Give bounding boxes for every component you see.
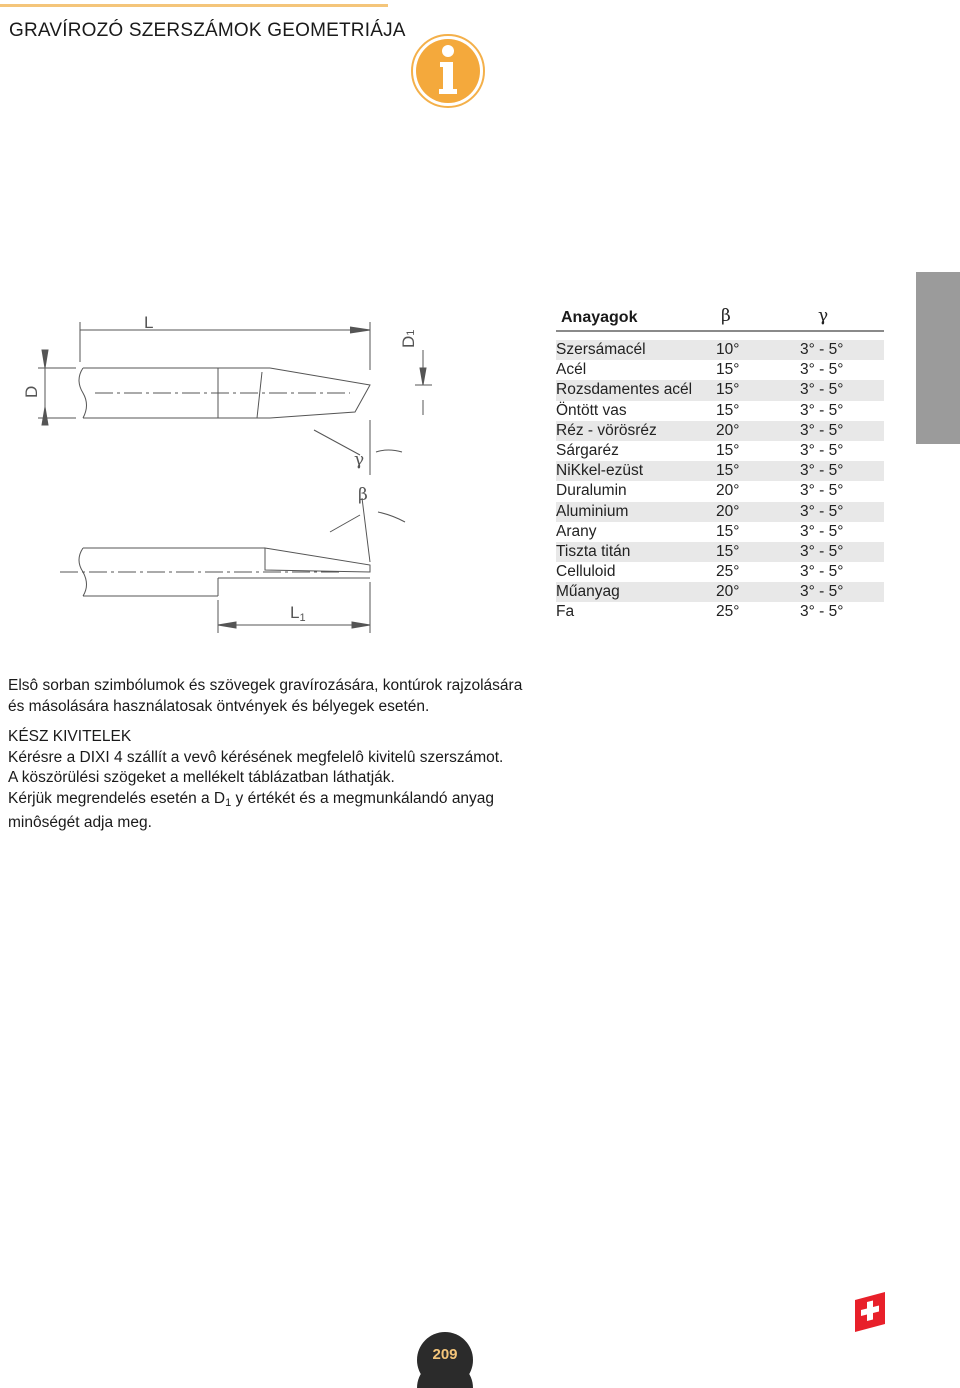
label-D1: D1 (399, 329, 418, 348)
gamma-cell: 3° - 5° (800, 361, 844, 379)
table-row (556, 401, 884, 421)
gamma-cell: 3° - 5° (800, 441, 844, 459)
table-row (556, 340, 884, 360)
table-row (556, 441, 884, 461)
material-cell: Rozsdamentes acél (556, 381, 693, 399)
gamma-cell: 3° - 5° (800, 421, 844, 439)
gamma-cell: 3° - 5° (800, 401, 844, 419)
page-number: 209 (432, 1346, 458, 1363)
beta-cell: 10° (716, 341, 740, 358)
table-row (556, 582, 884, 602)
gamma-cell: 3° - 5° (800, 462, 844, 480)
header-gamma: γ (818, 306, 829, 326)
body-line-2: A köszörülési szögeket a mellékelt táblázatban láthatják. (8, 769, 395, 786)
beta-cell: 20° (716, 421, 740, 439)
table-row (556, 360, 884, 380)
table-row (556, 421, 884, 441)
header-beta: β (721, 306, 731, 326)
gamma-cell: 3° - 5° (800, 341, 844, 358)
table-row (556, 602, 884, 622)
table-row (556, 502, 884, 522)
beta-cell: 15° (716, 381, 740, 399)
table-row (556, 542, 884, 562)
beta-cell: 20° (716, 482, 740, 500)
body-line-4: minôségét adja meg. (8, 814, 152, 831)
beta-cell: 15° (716, 361, 740, 379)
beta-cell: 25° (716, 563, 740, 581)
beta-cell: 20° (716, 583, 740, 601)
beta-cell: 15° (716, 441, 740, 459)
header-material: Anayagok (561, 309, 638, 326)
table-row (556, 481, 884, 501)
page-title: GRAVÍROZÓ SZERSZÁMOK GEOMETRIÁJA (9, 20, 406, 41)
material-cell: Duralumin (556, 482, 627, 500)
gamma-cell: 3° - 5° (800, 583, 844, 601)
tool-geometry-drawing (20, 300, 440, 640)
label-L1: L1 (290, 603, 306, 624)
table-row (556, 562, 884, 582)
material-cell: Acél (556, 361, 587, 379)
swiss-flag-icon (853, 1290, 887, 1334)
materials-angle-table (556, 306, 884, 623)
material-cell: Fa (556, 603, 575, 621)
table-body (556, 340, 884, 623)
material-cell: Öntött vas (556, 401, 627, 419)
label-D: D (22, 385, 41, 398)
top-accent-rule (0, 4, 388, 7)
description-text (8, 676, 568, 834)
material-cell: Arany (556, 522, 597, 540)
gamma-cell: 3° - 5° (800, 563, 844, 581)
beta-cell: 15° (716, 542, 740, 560)
material-cell: Szersámacél (556, 341, 646, 358)
intro-line-1: Elsô sorban szimbólumok és szövegek gravírozására, kontúrok rajzolására (8, 677, 523, 694)
gamma-cell: 3° - 5° (800, 381, 844, 399)
material-cell: NiKkel-ezüst (556, 462, 643, 480)
beta-cell: 15° (716, 462, 740, 480)
gamma-cell: 3° - 5° (800, 482, 844, 500)
table-row (556, 461, 884, 481)
material-cell: Tiszta titán (556, 542, 631, 560)
table-header (556, 306, 884, 332)
info-icon (411, 34, 485, 108)
gamma-cell: 3° - 5° (800, 603, 844, 621)
body-line-3: Kérjük megrendelés esetén a $D_1$ y értékét és a megmunkálandó anyag (8, 789, 495, 809)
table-row (556, 380, 884, 400)
beta-cell: 15° (716, 522, 740, 540)
beta-cell: 15° (716, 401, 740, 419)
side-tab (916, 272, 960, 444)
label-beta: β (358, 485, 368, 505)
gamma-cell: 3° - 5° (800, 502, 844, 520)
material-cell: Sárgaréz (556, 441, 619, 459)
label-L: L (144, 313, 154, 332)
body-line-1: Kérésre a DIXI 4 szállít a vevô kérésének megfelelô kivitelû szerszámot. (8, 748, 504, 766)
table-row (556, 522, 884, 542)
material-cell: Celluloid (556, 563, 616, 581)
intro-line-2: és másolására használatosak öntvények és bélyegek esetén. (8, 697, 430, 715)
beta-cell: 25° (716, 603, 740, 621)
material-cell: Műanyag (556, 583, 620, 601)
gamma-cell: 3° - 5° (800, 522, 844, 540)
beta-cell: 20° (716, 502, 740, 520)
material-cell: Réz - vörösréz (556, 421, 657, 439)
material-cell: Aluminium (556, 502, 629, 520)
label-gamma: γ (354, 450, 365, 470)
section-heading: KÉSZ KIVITELEK (8, 728, 132, 745)
gamma-cell: 3° - 5° (800, 542, 844, 560)
